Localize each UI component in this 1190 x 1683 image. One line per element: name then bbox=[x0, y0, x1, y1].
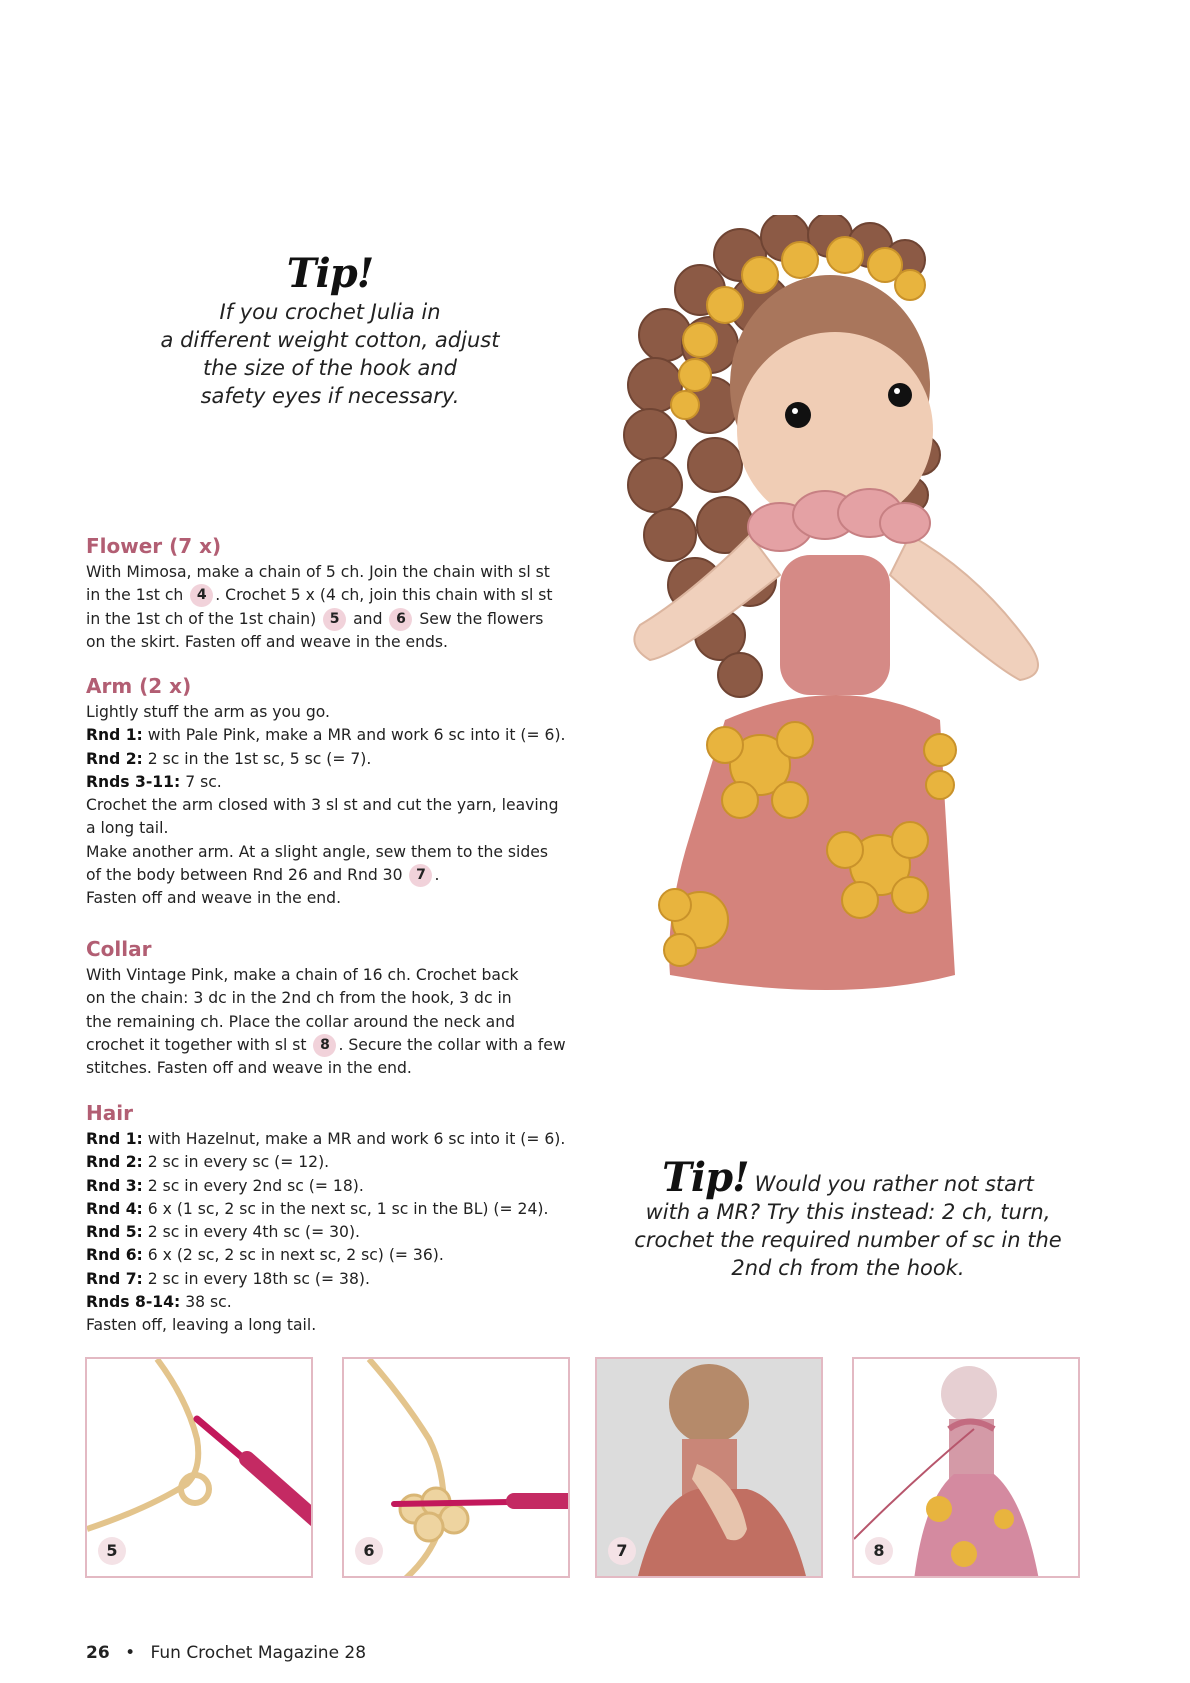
page-footer bbox=[86, 1643, 366, 1663]
section-hair bbox=[86, 1100, 571, 1338]
step-badge: 7 bbox=[409, 864, 432, 887]
section-heading: Hair bbox=[86, 1101, 133, 1125]
section-arm bbox=[86, 673, 571, 911]
section-heading: Arm (2 x) bbox=[86, 674, 192, 698]
step-number: 5 bbox=[98, 1537, 126, 1565]
step-photo-6 bbox=[342, 1357, 570, 1578]
step-photo-8 bbox=[852, 1357, 1080, 1578]
step-badge: 6 bbox=[389, 608, 412, 631]
step-badge: 4 bbox=[190, 584, 213, 607]
step-number: 7 bbox=[608, 1537, 636, 1565]
tip-line: safety eyes if necessary. bbox=[200, 384, 460, 408]
step-photo-5 bbox=[85, 1357, 313, 1578]
step-number: 6 bbox=[355, 1537, 383, 1565]
tip-heading: Tip! bbox=[286, 250, 374, 297]
footer-bullet: • bbox=[125, 1643, 136, 1663]
step-badge: 8 bbox=[313, 1034, 336, 1057]
crochet-doll-photo bbox=[610, 215, 1130, 1085]
tip-line: the size of the hook and bbox=[203, 356, 457, 380]
tip-line: a different weight cotton, adjust bbox=[160, 328, 500, 352]
section-collar bbox=[86, 936, 571, 1080]
tip-box-bottom bbox=[628, 1154, 1068, 1282]
tip-heading: Tip! bbox=[662, 1154, 749, 1201]
section-flower bbox=[86, 533, 571, 654]
step-photo-7 bbox=[595, 1357, 823, 1578]
doll-neck bbox=[780, 555, 890, 695]
step-number: 8 bbox=[865, 1537, 893, 1565]
instruction-text: Rnd 1: with Hazelnut, make a MR and work 6 sc into it (= 6). Rnd 2: 2 sc in every sc (= 12). Rnd 3: 2 sc in every 2nd sc (= 18). Rnd 4: 6 x (1 sc, 2 sc in the next sc, 1 sc in the BL) (= 24). Rnd 5: 2 sc in every 4th sc (= 30). Rnd 6: 6 x (2 sc, 2 sc in next sc, 2 sc) (= 36). Rnd 7: 2 sc in every 18th sc (= 38). Rnds 8-14: 38 sc. Fasten off, leaving a long tail. bbox=[86, 1130, 566, 1335]
tip-line: crochet the required number of sc in the bbox=[634, 1228, 1062, 1252]
magazine-name: Fun Crochet Magazine 28 bbox=[150, 1643, 367, 1663]
instruction-text: Lightly stuff the arm as you go. Rnd 1: with Pale Pink, make a MR and work 6 sc into it (= 6). Rnd 2: 2 sc in the 1st sc, 5 sc (= 7). Rnds 3-11: 7 sc. Crochet the arm closed with 3 sl st and cut the yarn, leaving a long tail. Make another arm. At a slight angle, sew them to the sides of the body between Rnd 26 and Rnd 30 7 . Fasten off and weave in the end. bbox=[86, 703, 566, 908]
tip-line: Would you rather not start bbox=[754, 1172, 1034, 1196]
instruction-text: With Vintage Pink, make a chain of 16 ch. Crochet back on the chain: 3 dc in the 2nd ch from the hook, 3 dc in the remaining ch. Place the collar around the neck and crochet it together with sl st 8 . Secure the collar with a few stitches. Fasten off and weave in the end. bbox=[86, 966, 566, 1078]
tip-line: 2nd ch from the hook. bbox=[731, 1256, 965, 1280]
tip-box-top bbox=[150, 250, 510, 410]
instruction-text: With Mimosa, make a chain of 5 ch. Join the chain with sl st in the 1st ch 4 . Crochet 5 x (4 ch, join this chain with sl st in the 1st ch of the 1st chain) 5 and 6 Sew the flowers on the skirt. Fasten off and weave in the ends. bbox=[86, 563, 553, 651]
tip-line: If you crochet Julia in bbox=[219, 300, 441, 324]
step-badge: 5 bbox=[323, 608, 346, 631]
section-heading: Flower (7 x) bbox=[86, 534, 222, 558]
section-heading: Collar bbox=[86, 937, 152, 961]
tip-line: with a MR? Try this instead: 2 ch, turn, bbox=[645, 1200, 1051, 1224]
page-number: 26 bbox=[86, 1643, 110, 1663]
